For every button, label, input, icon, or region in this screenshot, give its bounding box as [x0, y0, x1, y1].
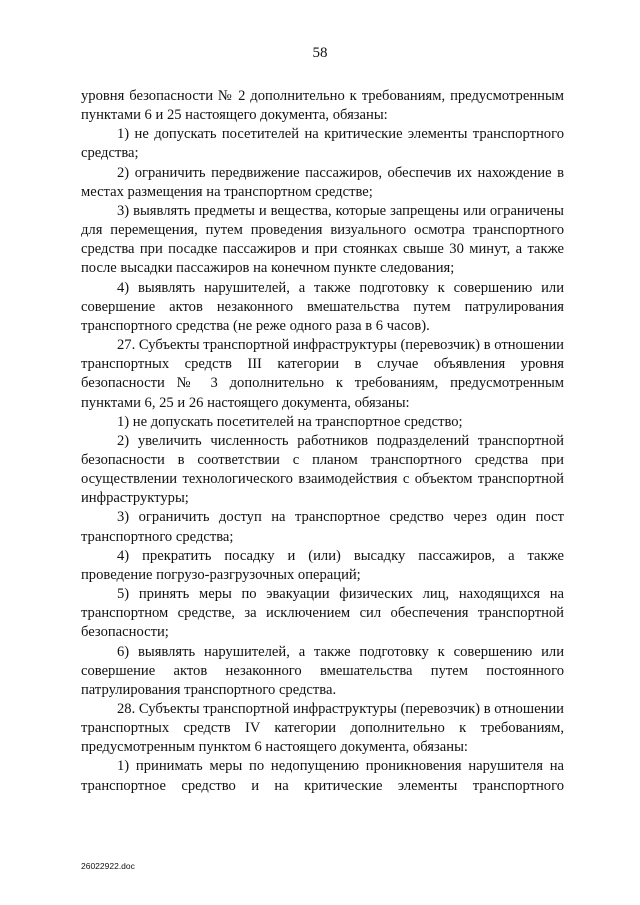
- footer-filename: 26022922.doc: [81, 861, 135, 871]
- clause-27: 27. Субъекты транспортной инфраструктуры (перевозчик) в отношении транспортных средств III категории в случае объявления уровня безопасности № 3 дополнительно к требованиям, предусмотренным пунктами 6, 25 и 26 настоящего документа, обязаны:: [81, 337, 564, 411]
- page-number: 58: [312, 45, 328, 61]
- list-item: 5) принять меры по эвакуации физических лиц, находящихся на транспортном средстве, за исключением сил обеспечения транспортной безопасности;: [81, 586, 564, 641]
- list-item: 4) прекратить посадку и (или) высадку пассажиров, а также проведение погрузо-разгрузочных операций;: [81, 547, 564, 583]
- list-item: 4) выявлять нарушителей, а также подготовку к совершению или совершение актов незаконного вмешательства путем патрулирования транспортного средства (не реже одного раза в 6 часов).: [81, 279, 564, 334]
- list-item: 3) выявлять предметы и вещества, которые запрещены или ограничены для перемещения, путем проведения визуального осмотра транспортного средства при посадке пассажиров и при стоянках свыше 30 минут, а также после высадки пассажиров на конечном пункте следования;: [81, 202, 564, 277]
- list-item: 3) ограничить доступ на транспортное средство через один пост транспортного средства;: [81, 509, 564, 545]
- list-item: 1) не допускать посетителей на транспортное средство;: [117, 413, 463, 430]
- list-item: 1) не допускать посетителей на критические элементы транспортного средства;: [81, 126, 564, 162]
- list-item: 1) принимать меры по недопущению проникновения нарушителя на транспортное средство и на критические элементы транспортного: [81, 758, 564, 794]
- document-body: [81, 87, 564, 796]
- list-item: 2) ограничить передвижение пассажиров, обеспечив их нахождение в местах размещения на транспортном средстве;: [81, 164, 564, 200]
- list-item: 6) выявлять нарушителей, а также подготовку к совершению или совершение актов незаконного вмешательства путем постоянного патрулирования транспортного средства.: [81, 643, 564, 698]
- paragraph-continuation: уровня безопасности № 2 дополнительно к требованиям, предусмотренным пунктами 6 и 25 настоящего документа, обязаны:: [81, 88, 564, 124]
- list-item: 2) увеличить численность работников подразделений транспортной безопасности в соответствии с планом транспортного средства при осуществлении технологического взаимодействия с объектом транспортной инфраструктуры;: [81, 432, 564, 507]
- clause-28: 28. Субъекты транспортной инфраструктуры (перевозчик) в отношении транспортных средств IV категории дополнительно к требованиям, предусмотренным пунктом 6 настоящего документа, обязаны:: [81, 701, 564, 756]
